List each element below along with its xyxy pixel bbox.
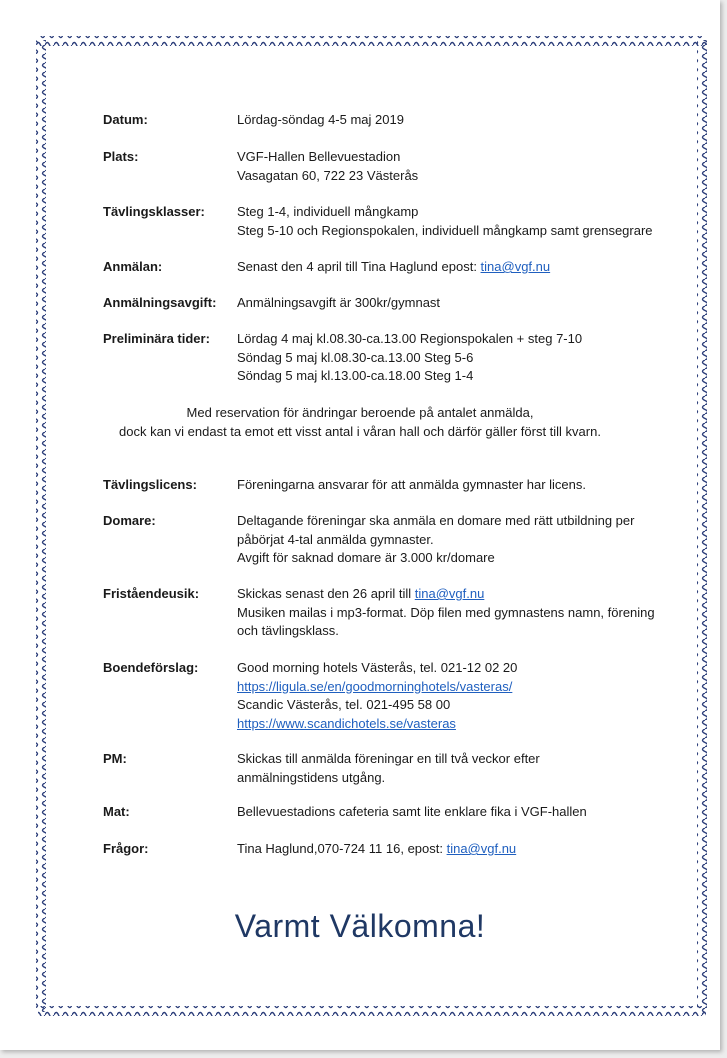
notice-line: dock kan vi endast ta emot ett visst antal i våran hall och därför gäller först till kvarn. — [119, 423, 601, 439]
row-label: Frågor: — [103, 841, 149, 856]
value-line: Steg 5-10 och Regionspokalen, individuell mångkamp samt grensegrare — [237, 222, 653, 238]
value-line: Avgift för saknad domare är 3.000 kr/domare — [237, 550, 495, 565]
value-line: Deltagande föreningar ska anmäla en domare med rätt utbildning per — [237, 513, 635, 528]
row-label: Datum: — [103, 112, 148, 127]
value-line — [237, 585, 693, 604]
value-line: påbörjat 4-tal anmälda gymnaster. — [237, 531, 434, 547]
value-line: anmälningstidens utgång. — [237, 769, 386, 785]
value-line: Vasagatan 60, 722 23 Västerås — [237, 167, 419, 183]
row-value — [237, 258, 693, 277]
row-label: Anmälan: — [103, 259, 163, 274]
row-label: Plats: — [103, 149, 139, 164]
row-value — [237, 803, 693, 822]
row-label: PM: — [103, 751, 127, 766]
row-value — [237, 840, 693, 859]
value-line: Bellevuestadions cafeteria samt lite enklare fika i VGF-hallen — [237, 804, 587, 819]
value-line: Musiken mailas i mp3-format. Döp filen med gymnastens namn, förening — [237, 604, 655, 620]
value-line: Föreningarna ansvarar för att anmälda gymnaster har licens. — [237, 477, 587, 492]
row-value — [237, 512, 693, 568]
value-text: Tina Haglund,070-724 11 16, epost: — [237, 841, 447, 856]
hotel-link[interactable]: https://www.scandichotels.se/vasteras — [237, 715, 456, 731]
value-line: Scandic Västerås, tel. 021-495 58 00 — [237, 697, 451, 712]
row-value — [237, 476, 693, 495]
welcome-heading: Varmt Välkomna! — [234, 908, 486, 944]
row-label: Friståendeusik: — [103, 586, 200, 601]
value-line: Lördag-söndag 4-5 maj 2019 — [237, 112, 404, 127]
hotel-link[interactable]: https://ligula.se/en/goodmorninghotels/vasteras/ — [237, 678, 513, 694]
row-label: Tävlingslicens: — [103, 477, 197, 492]
row-label: Tävlingsklasser: — [103, 204, 205, 219]
notice-line: Med reservation för ändringar beroende på antalet anmälda, — [186, 405, 534, 420]
value-line: Good morning hotels Västerås, tel. 021-12 02 20 — [237, 660, 518, 675]
row-label: Anmälningsavgift: — [103, 295, 217, 310]
value-text: Skickas senast den 26 april till — [237, 586, 415, 601]
row-label: Domare: — [103, 513, 156, 528]
value-line: Steg 1-4, individuell mångkamp — [237, 204, 419, 219]
value-line: Söndag 5 maj kl.08.30-ca.13.00 Steg 5-6 — [237, 349, 474, 365]
value-line: Anmälningsavgift är 300kr/gymnast — [237, 295, 441, 310]
row-value — [237, 294, 693, 313]
row-label: Boendeförslag: — [103, 660, 199, 675]
row-label: Preliminära tider: — [103, 331, 210, 346]
email-link[interactable]: tina@vgf.nu — [480, 259, 551, 274]
value-line: Skickas till anmälda föreningar en till två veckor efter — [237, 751, 540, 766]
value-text: Senast den 4 april till Tina Haglund epost: — [237, 259, 481, 274]
email-link[interactable]: tina@vgf.nu — [414, 586, 485, 601]
value-line: och tävlingsklass. — [237, 623, 339, 638]
value-line — [237, 840, 693, 859]
value-line — [237, 258, 693, 277]
value-line: Söndag 5 maj kl.13.00-ca.18.00 Steg 1-4 — [237, 368, 474, 383]
row-label: Mat: — [103, 804, 130, 819]
value-line: Lördag 4 maj kl.08.30-ca.13.00 Regionspokalen + steg 7-10 — [237, 331, 583, 346]
email-link[interactable]: tina@vgf.nu — [446, 841, 517, 856]
row-value — [237, 585, 693, 641]
value-line: VGF-Hallen Bellevuestadion — [237, 149, 401, 164]
row-value — [237, 148, 693, 185]
row-value — [237, 750, 693, 787]
row-value — [237, 330, 693, 386]
reservation-notice — [60, 404, 660, 441]
row-value — [237, 111, 693, 130]
row-value — [237, 203, 693, 240]
row-value — [237, 659, 693, 733]
